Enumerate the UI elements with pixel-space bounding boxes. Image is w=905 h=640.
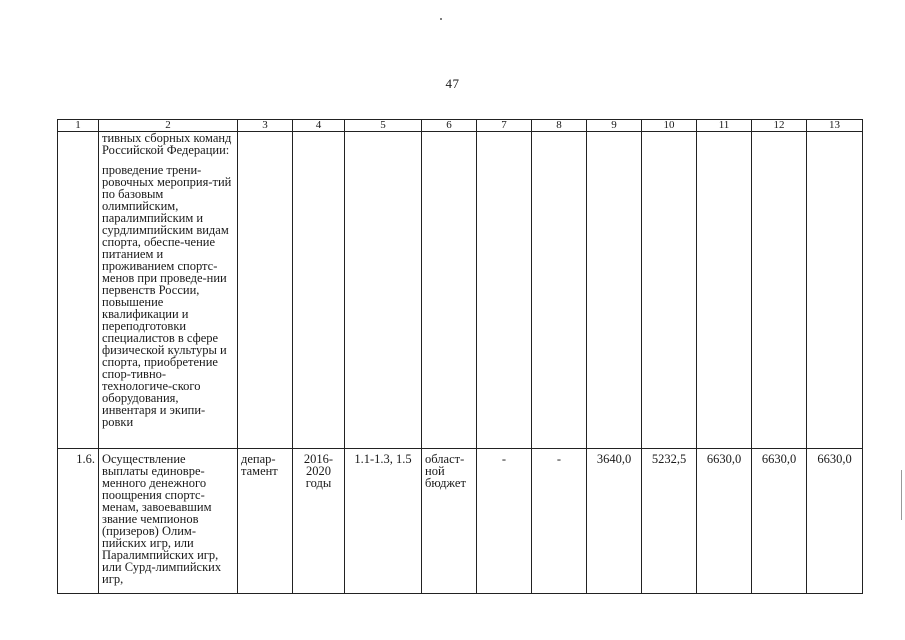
table-cell	[477, 132, 532, 449]
activity-text-continuation: тивных сборных команд Российской Федерации:	[102, 131, 232, 157]
column-number-9: 9	[587, 120, 642, 132]
table-cell	[422, 132, 477, 449]
table-cell	[697, 132, 752, 449]
table-cell	[752, 132, 807, 449]
column-number-12: 12	[752, 120, 807, 132]
column-number-5: 5	[345, 120, 422, 132]
row-number: 1.6.	[58, 449, 99, 594]
scan-dot-mark	[440, 18, 442, 20]
table-cell-value-10: 5232,5	[642, 449, 697, 594]
activity-text-training: проведение трени-ровочных мероприя-тий по базовым олимпийским, паралимпийским и сурдлимпийским видам спорта, обеспе-чение питанием и проживанием спортс-менов при проведе-нии первенств России, повышение квалификации и переподготовки специалистов в сфере физической культуры и спорта, приобретение спор-тивно-технологиче-ского оборудования, инвентаря и экипи-ровки	[102, 163, 232, 429]
table-cell-activity	[99, 132, 238, 449]
table-cell	[587, 132, 642, 449]
table-cell-activity: Осуществление выплаты единовре-менного денежного поощрения спортс-менам, завоевавшим звание чемпионов (призеров) Олим-пийских игр, или Паралимпийских игр, или Сурд-лимпийских игр,	[99, 449, 238, 594]
table-cell	[807, 132, 863, 449]
table-cell-executor: депар-тамент	[238, 449, 293, 594]
column-number-4: 4	[293, 120, 345, 132]
column-number-1: 1	[58, 120, 99, 132]
column-number-7: 7	[477, 120, 532, 132]
table-cell	[642, 132, 697, 449]
table-row	[58, 449, 863, 594]
table-cell	[345, 132, 422, 449]
column-number-11: 11	[697, 120, 752, 132]
table-cell	[532, 132, 587, 449]
table-cell-value-11: 6630,0	[697, 449, 752, 594]
table-cell-value-8: -	[532, 449, 587, 594]
table-cell-value-12: 6630,0	[752, 449, 807, 594]
table-cell	[58, 132, 99, 449]
table-cell	[293, 132, 345, 449]
column-number-10: 10	[642, 120, 697, 132]
column-number-8: 8	[532, 120, 587, 132]
column-number-6: 6	[422, 120, 477, 132]
column-number-3: 3	[238, 120, 293, 132]
scan-edge-mark	[901, 470, 902, 520]
program-activities-table	[57, 119, 863, 594]
table-cell-indicators: 1.1-1.3, 1.5	[345, 449, 422, 594]
table-cell-period: 2016-2020 годы	[293, 449, 345, 594]
table-row	[58, 132, 863, 449]
table-header-row	[58, 120, 863, 132]
table-cell-value-9: 3640,0	[587, 449, 642, 594]
table-cell	[238, 132, 293, 449]
table-cell-value-7: -	[477, 449, 532, 594]
column-number-13: 13	[807, 120, 863, 132]
column-number-2: 2	[99, 120, 238, 132]
page-number: 47	[445, 76, 460, 91]
table-cell-value-13: 6630,0	[807, 449, 863, 594]
table-cell-funding-source: област-ной бюджет	[422, 449, 477, 594]
